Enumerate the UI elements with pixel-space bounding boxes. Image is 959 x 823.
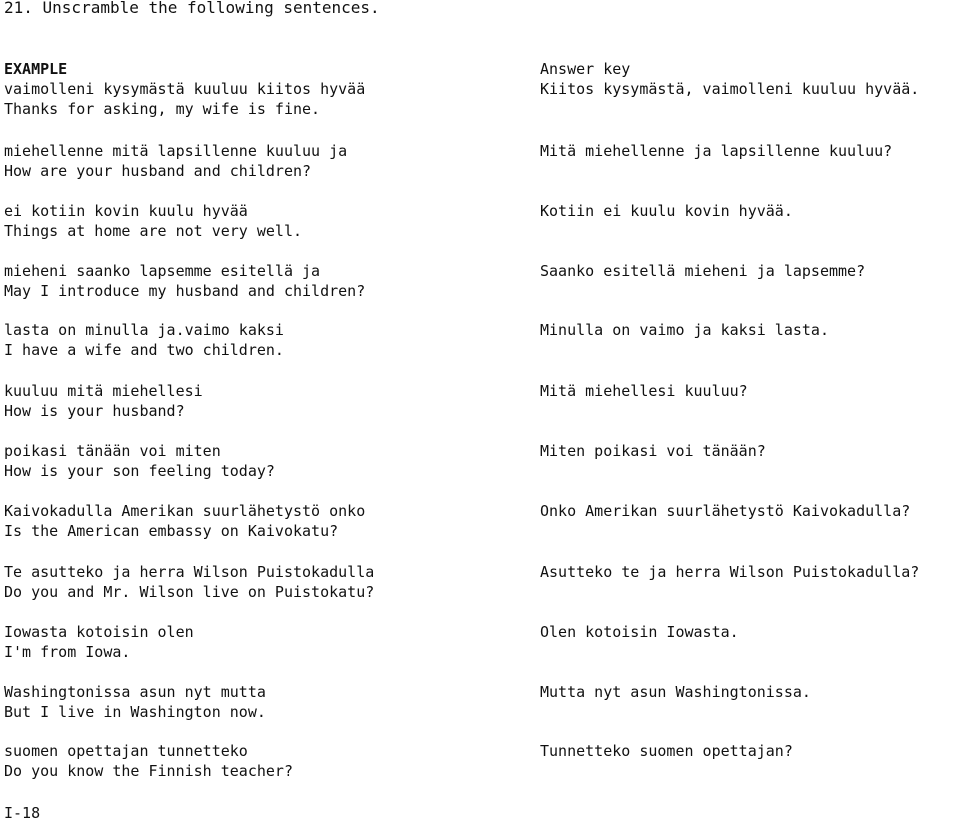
- item-translation: Is the American embassy on Kaivokatu?: [4, 522, 339, 540]
- item-scrambled: Kaivokadulla Amerikan suurlähetystö onko: [4, 502, 366, 520]
- item-scrambled: miehellenne mitä lapsillenne kuuluu ja: [4, 142, 348, 160]
- item-scrambled: Washingtonissa asun nyt mutta: [4, 683, 266, 701]
- item-scrambled: suomen opettajan tunnetteko: [4, 742, 248, 760]
- item-translation: Do you know the Finnish teacher?: [4, 762, 293, 780]
- example-answer: Kiitos kysymästä, vaimolleni kuuluu hyvää.: [540, 80, 920, 98]
- page-number: I-18: [4, 804, 41, 822]
- item-translation: Do you and Mr. Wilson live on Puistokatu?: [4, 583, 375, 601]
- example-heading: EXAMPLE: [4, 60, 68, 78]
- example-scrambled: vaimolleni kysymästä kuuluu kiitos hyvää: [4, 80, 366, 98]
- item-answer: Mitä miehellesi kuuluu?: [540, 382, 748, 400]
- example-translation: Thanks for asking, my wife is fine.: [4, 100, 321, 118]
- item-answer: Mitä miehellenne ja lapsillenne kuuluu?: [540, 142, 893, 160]
- item-translation: How are your husband and children?: [4, 162, 312, 180]
- item-scrambled: lasta on minulla ja.vaimo kaksi: [4, 321, 284, 339]
- item-translation: How is your son feeling today?: [4, 462, 275, 480]
- item-answer: Tunnetteko suomen opettajan?: [540, 742, 793, 760]
- item-scrambled: ei kotiin kovin kuulu hyvää: [4, 202, 248, 220]
- item-scrambled: mieheni saanko lapsemme esitellä ja: [4, 262, 321, 280]
- answer-key-heading: Answer key: [540, 60, 631, 78]
- item-answer: Onko Amerikan suurlähetystö Kaivokadulla?: [540, 502, 911, 520]
- item-answer: Asutteko te ja herra Wilson Puistokadulla?: [540, 563, 920, 581]
- item-answer: Kotiin ei kuulu kovin hyvää.: [540, 202, 793, 220]
- item-answer: Saanko esitellä mieheni ja lapsemme?: [540, 262, 866, 280]
- item-translation: I have a wife and two children.: [4, 341, 284, 359]
- item-answer: Olen kotoisin Iowasta.: [540, 623, 739, 641]
- item-translation: Things at home are not very well.: [4, 222, 303, 240]
- item-scrambled: Te asutteko ja herra Wilson Puistokadulla: [4, 563, 375, 581]
- item-translation: May I introduce my husband and children?: [4, 282, 366, 300]
- item-scrambled: kuuluu mitä miehellesi: [4, 382, 203, 400]
- item-answer: Miten poikasi voi tänään?: [540, 442, 766, 460]
- item-answer: Mutta nyt asun Washingtonissa.: [540, 683, 811, 701]
- page-title: 21. Unscramble the following sentences.: [4, 0, 380, 17]
- item-answer: Minulla on vaimo ja kaksi lasta.: [540, 321, 829, 339]
- item-scrambled: poikasi tänään voi miten: [4, 442, 221, 460]
- item-translation: I'm from Iowa.: [4, 643, 131, 661]
- item-translation: But I live in Washington now.: [4, 703, 266, 721]
- item-scrambled: Iowasta kotoisin olen: [4, 623, 194, 641]
- item-translation: How is your husband?: [4, 402, 185, 420]
